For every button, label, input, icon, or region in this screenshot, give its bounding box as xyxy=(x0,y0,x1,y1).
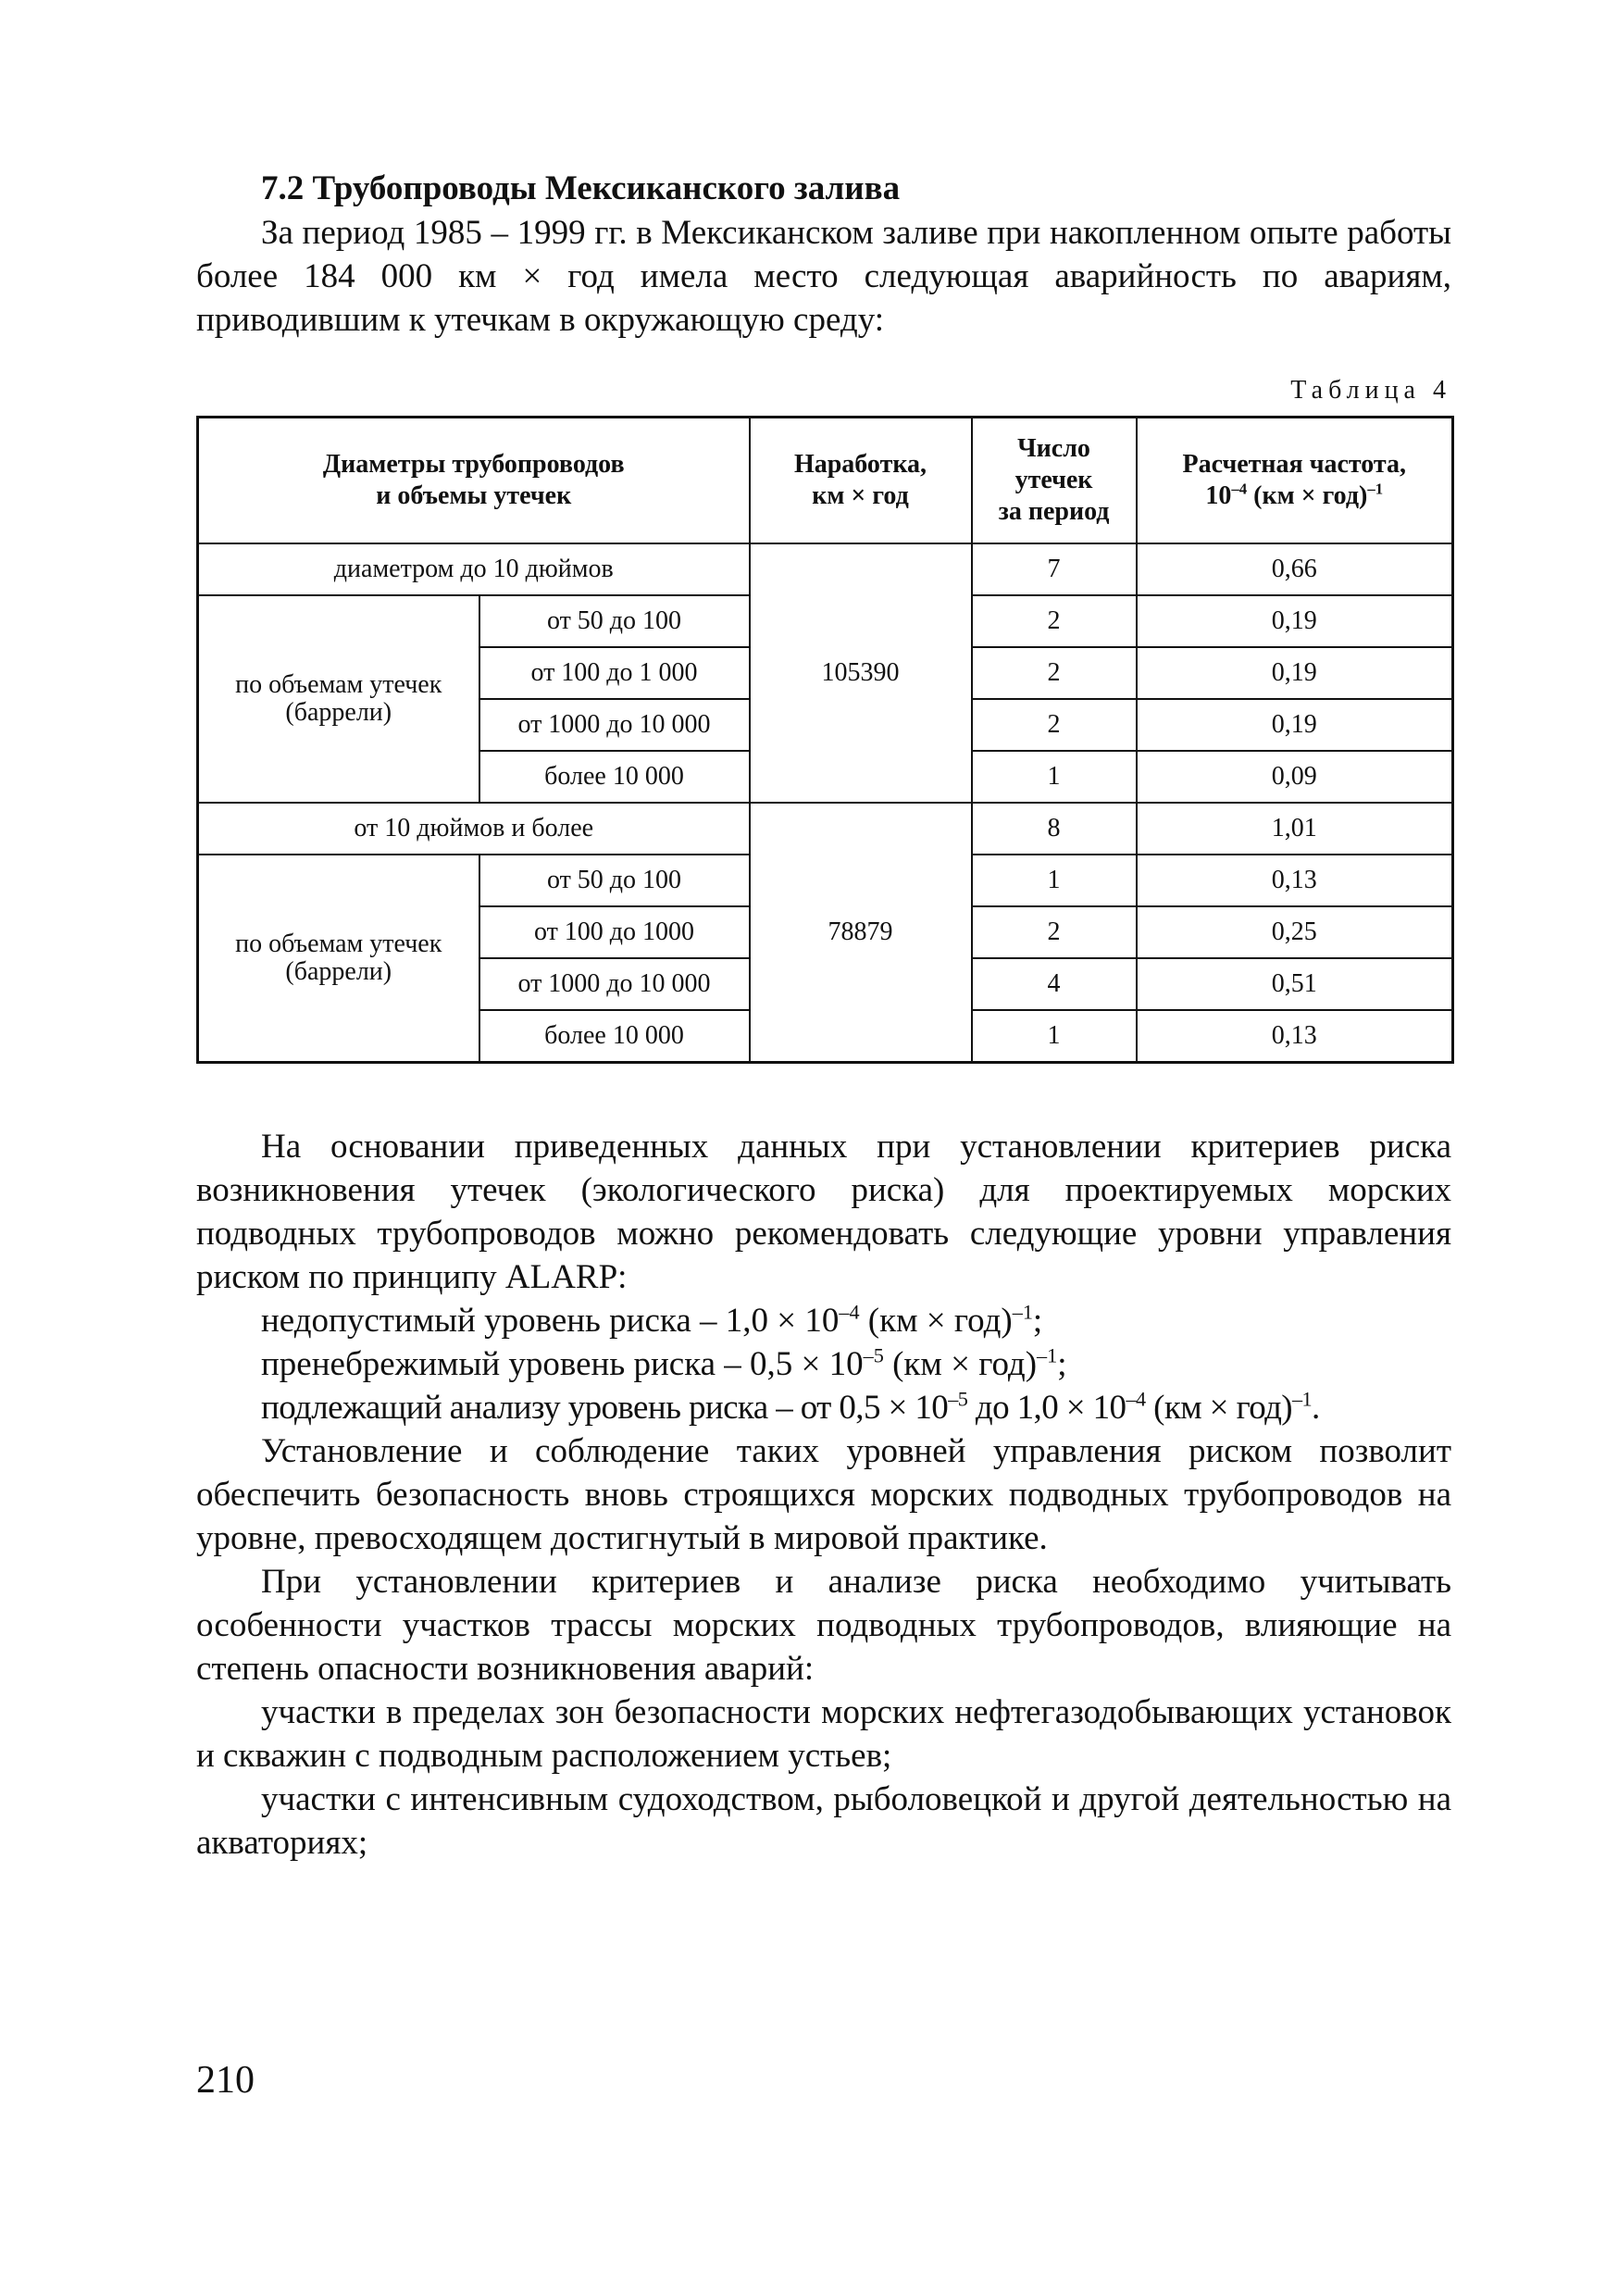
range-cell: от 50 до 100 xyxy=(479,595,750,647)
count-cell: 2 xyxy=(972,647,1137,699)
table-row xyxy=(198,803,1453,855)
frequency-cell: 0,25 xyxy=(1137,906,1453,958)
range-cell: от 1000 до 10 000 xyxy=(479,958,750,1010)
body-paragraph-4: участки в пределах зон безопасности морских нефтегазодобывающих установок и скважин с подводным расположением устьев; xyxy=(196,1693,1451,1775)
table-row xyxy=(198,543,1453,595)
count-cell: 2 xyxy=(972,906,1137,958)
header-count: Число утечек за период xyxy=(972,418,1137,544)
count-cell: 1 xyxy=(972,751,1137,803)
range-cell: от 100 до 1000 xyxy=(479,906,750,958)
pipeline-leak-table xyxy=(196,416,1454,1064)
header-diameters: Диаметры трубопроводов и объемы утечек xyxy=(198,418,750,544)
group-label: от 10 дюймов и более xyxy=(198,803,750,855)
count-cell: 1 xyxy=(972,855,1137,906)
page-number: 210 xyxy=(196,2059,255,2102)
frequency-cell: 1,01 xyxy=(1137,803,1453,855)
frequency-cell: 0,51 xyxy=(1137,958,1453,1010)
section-heading: 7.2 Трубопроводы Мексиканского залива xyxy=(261,169,901,207)
count-cell: 8 xyxy=(972,803,1137,855)
run-value: 78879 xyxy=(750,803,972,1063)
frequency-cell: 0,19 xyxy=(1137,647,1453,699)
intro-paragraph: За период 1985 – 1999 гг. в Мексиканском заливе при накопленном опыте работы более 184 000 км × год имела место следующая аварийность по авариям, приводившим к утечкам в окружающую среду: xyxy=(196,214,1451,339)
range-cell: от 50 до 100 xyxy=(479,855,750,906)
range-cell: от 100 до 1 000 xyxy=(479,647,750,699)
risk-level-unacceptable: недопустимый уровень риска – $1,0 \times 10^{-4}$ (км × год)$^{-1}$; xyxy=(261,1300,1043,1340)
header-frequency: Расчетная частота, $10^{-4}$ (км × год)$^{-1}$ xyxy=(1137,418,1453,544)
page-content xyxy=(196,167,1451,1865)
table-caption: Таблица 4 xyxy=(1290,376,1451,405)
frequency-cell: 0,66 xyxy=(1137,543,1453,595)
frequency-cell: 0,09 xyxy=(1137,751,1453,803)
group-label: диаметром до 10 дюймов xyxy=(198,543,750,595)
header-run: Наработка, км × год xyxy=(750,418,972,544)
range-cell: от 1000 до 10 000 xyxy=(479,699,750,751)
risk-level-analysis: подлежащий анализу уровень риска – от $0,5 \times 10^{-5}$ до $1,0 \times 10^{-4}$ (км × год)$^{-1}$. xyxy=(261,1387,1320,1427)
count-cell: 2 xyxy=(972,595,1137,647)
body-paragraph-5: участки с интенсивным судоходством, рыболовецкой и другой деятельностью на акваториях; xyxy=(196,1780,1451,1862)
range-cell: более 10 000 xyxy=(479,1010,750,1063)
range-cell: более 10 000 xyxy=(479,751,750,803)
count-cell: 1 xyxy=(972,1010,1137,1063)
body-paragraph-2: Установление и соблюдение таких уровней управления риском позволит обеспечить безопасность вновь строящихся морских подводных трубопроводов на уровне, превосходящем достигнутый в мировой практике. xyxy=(196,1432,1451,1557)
body-paragraph-3: При установлении критериев и анализе риска необходимо учитывать особенности участков трассы морских подводных трубопроводов, влияющие на степень опасности возникновения аварий: xyxy=(196,1563,1451,1688)
count-cell: 2 xyxy=(972,699,1137,751)
volume-label: по объемам утечек (баррели) xyxy=(198,855,479,1063)
count-cell: 7 xyxy=(972,543,1137,595)
run-value: 105390 xyxy=(750,543,972,803)
frequency-cell: 0,13 xyxy=(1137,1010,1453,1063)
volume-label: по объемам утечек (баррели) xyxy=(198,595,479,803)
body-paragraph-1: На основании приведенных данных при установлении критериев риска возникновения утечек (экологического риска) для проектируемых морских подводных трубопроводов можно рекомендовать следующие уровни управления риском по принципу ALARP: xyxy=(196,1128,1451,1296)
frequency-cell: 0,13 xyxy=(1137,855,1453,906)
frequency-cell: 0,19 xyxy=(1137,699,1453,751)
frequency-cell: 0,19 xyxy=(1137,595,1453,647)
table-header-row xyxy=(198,418,1453,544)
risk-level-negligible: пренебрежимый уровень риска – $0,5 \times 10^{-5}$ (км × год)$^{-1}$; xyxy=(261,1343,1067,1383)
count-cell: 4 xyxy=(972,958,1137,1010)
